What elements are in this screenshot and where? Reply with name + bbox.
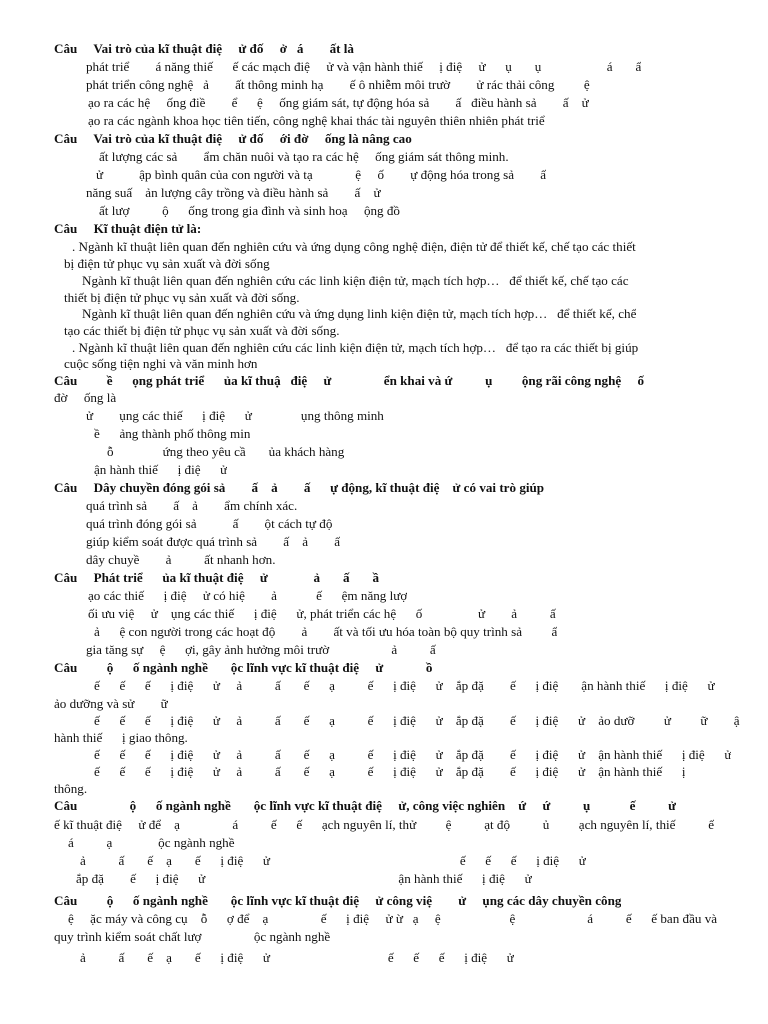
question-7-option-b-line-1: ế ế ế ị điệ ử ả ấ ế ạ ế ị điệ ử ắp đặ ế ị điệ ử ảo dưỡ ử ữ ậ bbox=[94, 713, 740, 728]
question-4-heading: Câu ề ọng phát triể ủa kĩ thuậ điệ ử ển khai và ứ ụ ộng rãi công nghệ ố bbox=[54, 373, 645, 388]
question-3-option-a-line-2: bị điện tử phục vụ sản xuất và đời sống bbox=[64, 256, 270, 271]
question-5-heading: Câu Dây chuyền đóng gói sả ấ ả ấ ự động, kĩ thuật điệ ử có vai trò giúp bbox=[54, 480, 545, 495]
question-7-heading: Câu ộ ố ngành nghề ộc lĩnh vực kĩ thuật điệ ử ồ bbox=[54, 660, 433, 675]
question-6-option-b: ối ưu việ ử ụng các thiế ị điệ ử, phát triển các hệ ố ử ả ấ bbox=[88, 606, 556, 621]
question-9-heading-cont: ệ ặc máy và công cụ ỗ ợ để ạ ế ị điệ ử ừ ạ ệ ệ á ế ế ban đầu và bbox=[68, 911, 718, 926]
question-5-option-a: quá trình sả ấ ả ẩm chính xác. bbox=[86, 498, 298, 513]
question-8-heading: Câu ộ ố ngành nghề ộc lĩnh vực kĩ thuật điệ ử, công việc nghiên ứ ứ ụ ế ử bbox=[54, 798, 677, 813]
question-2-option-a: ất lượng các sả ẩm chăn nuôi và tạo ra các hệ ống giám sát thông minh. bbox=[99, 149, 509, 164]
question-6-option-d: gia tăng sự ệ ợi, gây ảnh hưởng môi trườ ả ấ bbox=[86, 642, 436, 657]
question-3-option-b-line-2: thiết bị điện tử phục vụ sản xuất và đời sống. bbox=[64, 290, 300, 305]
question-7-option-c: ế ế ế ị điệ ử ả ấ ế ạ ế ị điệ ử ắp đặ ế ị điệ ử ận hành thiế ị điệ ử bbox=[94, 747, 732, 762]
question-8-options-row-2: ắp đặ ế ị điệ ử ận hành thiế ị điệ ử bbox=[76, 871, 532, 886]
question-3-option-d-line-1: . Ngành kĩ thuật liên quan đến nghiên cứu các linh kiện điện tử, mạch tích hợp… để tạo ra các thiết bị giúp bbox=[72, 340, 639, 355]
question-1-option-a: phát triể á năng thiế ế các mạch điệ ử và vận hành thiế ị điệ ử ụ ụ á ấ bbox=[86, 59, 642, 74]
question-1-option-b: phát triển công nghệ ả ất thông minh hạ ế ô nhiễm môi trườ ử rác thải công ệ bbox=[86, 77, 590, 92]
question-6-heading: Câu Phát triể ủa kĩ thuật điệ ử ả ấ ầ bbox=[54, 570, 380, 585]
question-2-option-c: năng suấ ản lượng cây trồng và điều hành sả ấ ử bbox=[86, 185, 381, 200]
question-9-heading-cont-2: quy trình kiểm soát chất lượ ộc ngành nghề bbox=[54, 929, 331, 944]
question-4-option-b: ề ảng thành phố thông min bbox=[94, 426, 251, 441]
question-4-heading-cont: đờ ống là bbox=[54, 390, 117, 405]
question-9-options-row-1: ả ấ ế ạ ế ị điệ ử ế ế ế ị điệ ử bbox=[80, 950, 514, 965]
question-6-option-c: ả ệ con người trong các hoạt độ ả ất và tối ưu hóa toàn bộ quy trình sả ấ bbox=[94, 624, 558, 639]
question-9-heading: Câu ộ ố ngành nghề ộc lĩnh vực kĩ thuật điệ ử công việ ử ụng các dây chuyền công bbox=[54, 893, 622, 908]
question-1-option-d: ạo ra các ngành khoa học tiên tiến, công nghệ khai thác tài nguyên thiên nhiên phát triể bbox=[88, 113, 545, 128]
question-2-option-b: ử ập bình quân của con người và tạ ệ ố ự động hóa trong sả ấ bbox=[96, 167, 547, 182]
question-8-options-row-1: ả ấ ế ạ ế ị điệ ử ế ế ế ị điệ ử bbox=[80, 853, 586, 868]
question-3-option-d-line-2: cuộc sống tiện nghi và văn minh hơn bbox=[64, 356, 258, 371]
question-1-option-c: ạo ra các hệ ống điề ể ệ ống giám sát, tự động hóa sả ấ điều hành sả ấ ử bbox=[88, 95, 589, 110]
question-8-heading-cont-2: á ạ ộc ngành nghề bbox=[68, 835, 235, 850]
question-4-option-d: ận hành thiế ị điệ ử bbox=[94, 462, 228, 477]
question-7-option-a-line-1: ế ế ế ị điệ ử ả ấ ế ạ ế ị điệ ử ắp đặ ế ị điệ ận hành thiế ị điệ ử bbox=[94, 678, 715, 693]
question-3-option-a-line-1: . Ngành kĩ thuật liên quan đến nghiên cứu và ứng dụng công nghệ điện, điện tử để thiết kế, chế tạo các thiết bbox=[72, 239, 636, 254]
question-5-option-b: quá trình đóng gói sả ấ ột cách tự độ bbox=[86, 516, 333, 531]
question-2-option-d: ất lượ ộ ống trong gia đình và sinh hoạ ộng đồ bbox=[99, 203, 400, 218]
question-5-option-d: dây chuyề ả ất nhanh hơn. bbox=[86, 552, 276, 567]
question-7-option-d-line-2: thông. bbox=[54, 781, 88, 796]
question-6-option-a: ạo các thiế ị điệ ử có hiệ ả ế ệm năng lượ bbox=[88, 588, 408, 603]
question-7-option-b-line-2: hành thiế ị giao thông. bbox=[54, 730, 188, 745]
question-3-option-b-line-1: Ngành kĩ thuật liên quan đến nghiên cứu các linh kiện điện tử, mạch tích hợp… để thiết kế, chế tạo các bbox=[82, 273, 629, 288]
question-8-heading-cont: ế kĩ thuật điệ ử để ạ á ế ế ạch nguyên lí, thử ệ ạt độ ủ ạch nguyên lí, thiế ế bbox=[54, 817, 715, 832]
question-7-option-a-line-2: ảo dưỡng và sử ữ bbox=[54, 696, 168, 711]
question-7-option-d-line-1: ế ế ế ị điệ ử ả ấ ế ạ ế ị điệ ử ắp đặ ế ị điệ ử ận hành thiế ị bbox=[94, 764, 686, 779]
question-2-heading: Câu Vai trò của kĩ thuật điệ ử đố ới đờ ống là nâng cao bbox=[54, 131, 412, 146]
question-3-option-c-line-1: Ngành kĩ thuật liên quan đến nghiên cứu và ứng dụng linh kiện điện tử, mạch tích hợp… để thiết kế, chế bbox=[82, 306, 637, 321]
question-1-heading: Câu Vai trò của kĩ thuật điệ ử đố ở á ất là bbox=[54, 41, 354, 56]
question-3-option-c-line-2: tạo các thiết bị điện tử phục vụ sản xuất và đời sống. bbox=[64, 323, 340, 338]
question-3-heading: Câu Kĩ thuật điện tử là: bbox=[54, 221, 202, 236]
question-5-option-c: giúp kiểm soát được quá trình sả ấ ả ấ bbox=[86, 534, 341, 549]
question-4-option-c: ỗ ứng theo yêu cầ ủa khách hàng bbox=[107, 444, 345, 459]
question-4-option-a: ử ụng các thiế ị điệ ử ụng thông minh bbox=[86, 408, 384, 423]
